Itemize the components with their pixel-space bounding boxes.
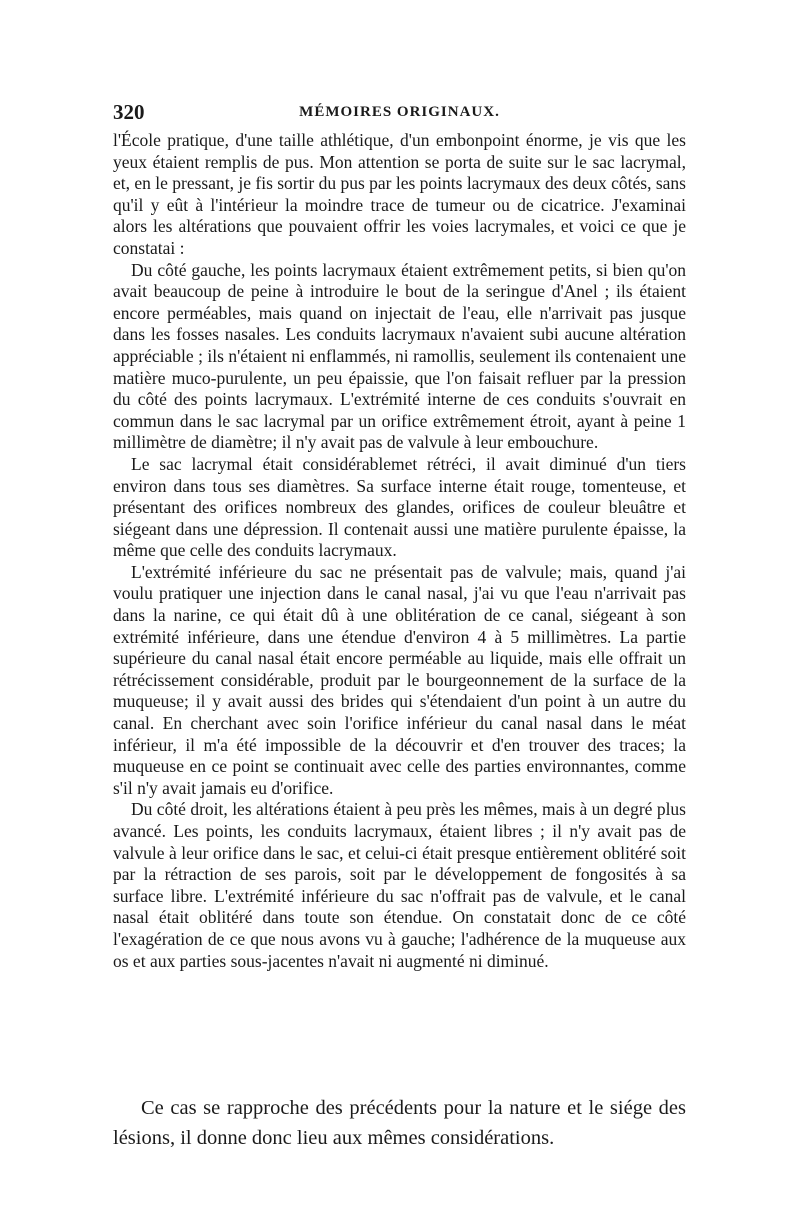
paragraph-lacrymal-sac: Le sac lacrymal était considérablemet rétréci, il avait diminué d'un tiers environ dans tous ses diamètres. Sa surface interne était rouge, tomenteuse, et présentant des orifices nombreux des glandes, orifices de couleur bleuâtre et siégeant dans une dépression. Il contenait aussi une matière purulente épaisse, la même que celle des conduits lacrymaux. <box>113 453 686 561</box>
body-text <box>113 130 686 972</box>
paragraph-lower-extremity: L'extrémité inférieure du sac ne présentait pas de valvule; mais, quand j'ai voulu pratiquer une injection dans le canal nasal, j'ai vu que l'eau n'arrivait pas dans la narine, ce qui était dû à une oblitération de ce canal, siégeant à son extrémité inférieure, dans une étendue d'environ 4 à 5 millimètres. La partie supérieure du canal nasal était encore perméable au liquide, mais elle offrait un rétrécissement considérable, produit par le bourgeonnement de la surface de la muqueuse; il y avait aussi des brides qui s'étendaient d'un point à un autre du canal. En cherchant avec soin l'orifice inférieur du canal nasal dans le méat inférieur, il m'a été impossible de la découvrir et d'en trouver des traces; la muqueuse en ce point se continuait avec celle des parties environnantes, comme s'il n'y avait jamais eu d'orifice. <box>113 561 686 798</box>
closing-paragraph: Ce cas se rapproche des précédents pour la nature et le siége des lésions, il donne donc lieu aux mêmes considérations. <box>113 1097 686 1149</box>
paragraph-right-side: Du côté droit, les altérations étaient à peu près les mêmes, mais à un degré plus avancé. Les points, les conduits lacrymaux, étaient libres ; il n'y avait pas de valvule à leur orifice dans le sac, et celui-ci était presque entièrement oblitéré soit par la rétraction de ses parois, soit par le développement de fongosités à sa surface libre. L'extrémité inférieure du sac n'offrait pas de valvule, et le canal nasal était oblitéré dans toute son étendue. On constatait donc de ce côté l'exagération de ce que nous avons vu à gauche; l'adhérence de la muqueuse aux os et aux parties sous-jacentes n'avait ni augmenté ni diminué. <box>113 799 686 971</box>
running-head: MÉMOIRES ORIGINAUX. <box>299 104 500 120</box>
closing-section <box>113 1093 686 1153</box>
paragraph-continued: l'École pratique, d'une taille athlétique, d'un embonpoint énorme, je vis que les yeux étaient remplis de pus. Mon attention se porta de suite sur le sac lacrymal, et, en le pressant, je fis sortir du pus par les points lacrymaux des deux côtés, sans qu'il y eût à l'intérieur la moindre trace de tumeur ou de cicatrice. J'examinai alors les altérations que pouvaient offrir les voies lacrymales, et voici ce que je constatai : <box>113 130 686 258</box>
paragraph-left-side: Du côté gauche, les points lacrymaux étaient extrêmement petits, si bien qu'on avait beaucoup de peine à introduire le bout de la seringue d'Anel ; ils étaient encore perméables, mais quand on injectait de l'eau, elle n'arrivait pas jusque dans les fosses nasales. Les conduits lacrymaux n'avaient subi aucune altération appréciable ; ils n'étaient ni enflammés, ni ramollis, seulement ils contenaient une matière muco-purulente, un peu épaissie, que l'on faisait refluer par la pression du côté des points lacrymaux. L'extrémité interne de ces conduits s'ouvrait en commun dans le sac lacrymal par un orifice extrêmement étroit, ayant à peine 1 millimètre de diamètre; il n'y avait pas de valvule à leur embouchure. <box>113 259 686 453</box>
page-header <box>113 100 686 130</box>
page-number: 320 <box>113 100 145 124</box>
